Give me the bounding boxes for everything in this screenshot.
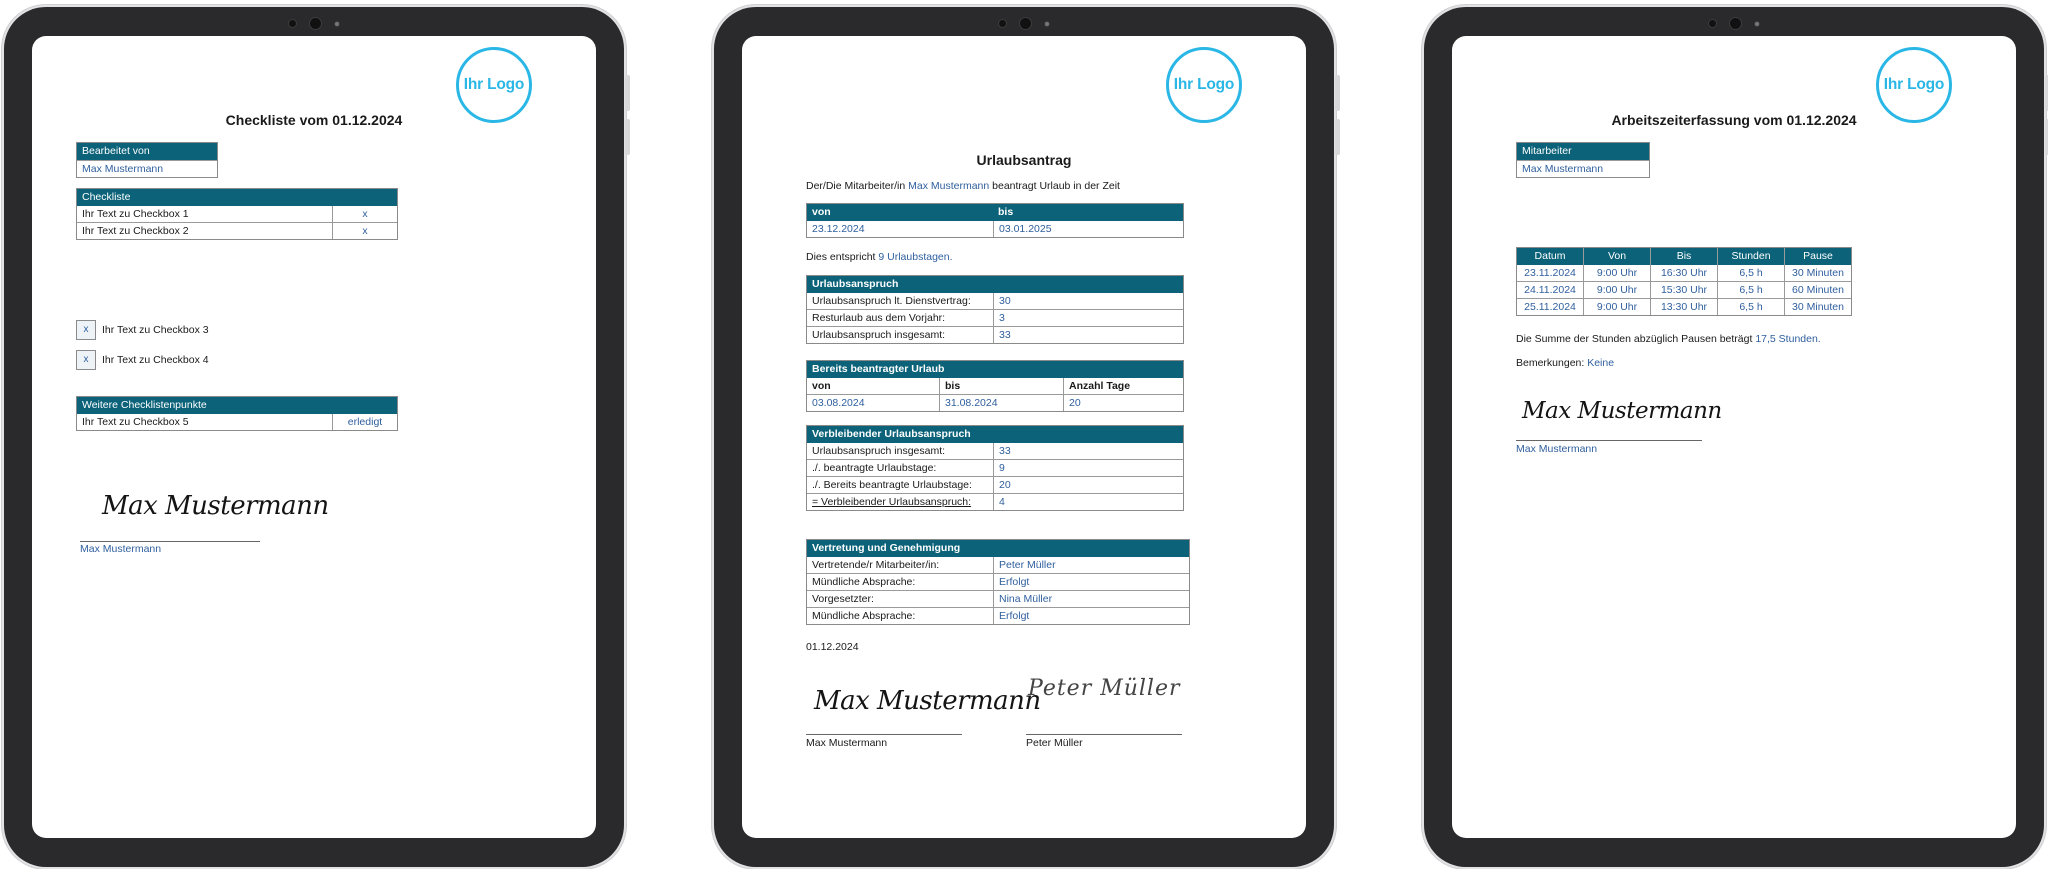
signature-line xyxy=(1516,440,1702,441)
row-value: 4 xyxy=(993,494,1183,510)
signer-name: Max Mustermann xyxy=(1516,443,1598,455)
logo: Ihr Logo xyxy=(1166,47,1242,123)
requested-table xyxy=(806,360,1184,412)
logo: Ihr Logo xyxy=(456,47,532,123)
row-label: Urlaubsanspruch insgesamt: xyxy=(812,329,946,341)
table-row xyxy=(77,206,397,222)
editor-box xyxy=(76,142,218,178)
col-header: Pause xyxy=(1784,248,1851,265)
vacation-document xyxy=(742,36,1306,838)
col-header: Stunden xyxy=(1717,248,1784,265)
row-value: Erfolgt xyxy=(993,574,1189,590)
document-date: 01.12.2024 xyxy=(806,641,859,653)
item-mark[interactable]: x xyxy=(332,206,397,222)
table-row xyxy=(807,326,1183,343)
row-value: 20 xyxy=(1063,395,1183,411)
more-items-table xyxy=(76,396,398,431)
employee-box xyxy=(1516,142,1650,178)
remarks-text: Bemerkungen: Keine xyxy=(1516,357,1615,369)
table-row xyxy=(1517,298,1851,315)
logo: Ihr Logo xyxy=(1876,47,1952,123)
cell-to: 16:30 Uhr xyxy=(1650,265,1717,281)
col-header: Bis xyxy=(1650,248,1717,265)
employee-header: Mitarbeiter xyxy=(1517,143,1649,160)
row-label: Urlaubsanspruch lt. Dienstvertrag: xyxy=(812,295,971,307)
item-mark[interactable]: x xyxy=(332,223,397,239)
signer-employee: Max Mustermann xyxy=(806,737,888,749)
checkbox-3[interactable]: x xyxy=(76,320,96,340)
remaining-header: Verbleibender Urlaubsanspruch xyxy=(807,426,1183,443)
signature-line xyxy=(1026,734,1182,735)
signer-name: Max Mustermann xyxy=(80,543,162,555)
tablet-timesheet xyxy=(1424,7,2044,867)
claim-table xyxy=(806,275,1184,344)
time-table xyxy=(1516,247,1852,316)
col-header: bis xyxy=(939,378,1063,394)
col-header: Anzahl Tage xyxy=(1063,378,1183,394)
days-value: 9 Urlaubstagen. xyxy=(878,251,953,263)
cell-from: 9:00 Uhr xyxy=(1583,265,1650,281)
employee-name: Max Mustermann xyxy=(908,180,990,192)
from-header: von xyxy=(812,206,831,218)
item-text: Ihr Text zu Checkbox 1 xyxy=(82,208,189,220)
camera xyxy=(998,17,1050,30)
page-title: Urlaubsantrag xyxy=(976,152,1072,168)
row-value: 31.08.2024 xyxy=(939,395,1063,411)
col-header: Von xyxy=(1583,248,1650,265)
period-table xyxy=(806,203,1184,238)
checkbox-3-label: Ihr Text zu Checkbox 3 xyxy=(102,324,209,336)
table-row xyxy=(807,573,1189,590)
checklist-table xyxy=(76,188,398,240)
claim-header: Urlaubsanspruch xyxy=(807,276,1183,293)
signature: Max Mustermann xyxy=(1522,398,1722,424)
table-row xyxy=(807,459,1183,476)
cell-break: 30 Minuten xyxy=(1784,265,1851,281)
tablet-vacation xyxy=(714,7,1334,867)
table-row xyxy=(1517,265,1851,281)
to-header: bis xyxy=(998,206,1014,218)
more-items-header: Weitere Checklistenpunkte xyxy=(77,397,397,414)
row-value: 33 xyxy=(993,443,1183,459)
cell-hours: 6,5 h xyxy=(1717,299,1784,315)
col-header: Datum xyxy=(1534,250,1566,262)
camera xyxy=(288,17,340,30)
table-row xyxy=(807,443,1183,459)
table-row xyxy=(807,607,1189,624)
row-label: ./. Bereits beantragte Urlaubstage: xyxy=(812,479,972,491)
col-header: von xyxy=(812,380,831,392)
editor-header: Bearbeitet von xyxy=(77,143,217,160)
signature-line xyxy=(806,734,962,735)
approval-header: Vertretung und Genehmigung xyxy=(807,540,1189,557)
tablet-checklist xyxy=(4,7,624,867)
cell-hours: 6,5 h xyxy=(1717,265,1784,281)
row-value: 03.08.2024 xyxy=(812,397,865,409)
row-value: 33 xyxy=(993,327,1183,343)
signature-employee: Max Mustermann xyxy=(814,686,1041,716)
camera xyxy=(1708,17,1760,30)
cell-date: 24.11.2024 xyxy=(1524,284,1576,296)
from-date: 23.12.2024 xyxy=(812,223,865,235)
intro-text: Der/Die Mitarbeiter/in Max Mustermann beantragt Urlaub in der Zeit xyxy=(806,180,1120,192)
sum-text: Die Summe der Stunden abzüglich Pausen beträgt 17,5 Stunden. xyxy=(1516,333,1821,345)
table-row xyxy=(807,476,1183,493)
cell-hours: 6,5 h xyxy=(1717,282,1784,298)
checklist-header: Checkliste xyxy=(77,189,397,206)
cell-to: 15:30 Uhr xyxy=(1650,282,1717,298)
signature: Max Mustermann xyxy=(102,491,329,521)
timesheet-document xyxy=(1452,36,2016,838)
cell-to: 13:30 Uhr xyxy=(1650,299,1717,315)
table-row xyxy=(807,493,1183,510)
approval-table xyxy=(806,539,1190,625)
row-label: ./. beantragte Urlaubstage: xyxy=(812,462,937,474)
row-label: Mündliche Absprache: xyxy=(812,576,916,588)
remarks-value: Keine xyxy=(1587,357,1615,369)
table-row xyxy=(77,414,397,430)
item-status[interactable]: erledigt xyxy=(332,414,397,430)
editor-name: Max Mustermann xyxy=(82,163,164,175)
cell-break: 30 Minuten xyxy=(1784,299,1851,315)
table-row xyxy=(1517,281,1851,298)
signature-line xyxy=(80,541,260,542)
row-label: Resturlaub aus dem Vorjahr: xyxy=(812,312,946,324)
row-value: Nina Müller xyxy=(993,591,1189,607)
signer-substitute: Peter Müller xyxy=(1026,737,1083,749)
page-title: Arbeitszeiterfassung vom 01.12.2024 xyxy=(1611,112,1857,128)
days-text: Dies entspricht 9 Urlaubstagen. xyxy=(806,251,953,263)
cell-break: 60 Minuten xyxy=(1784,282,1851,298)
checkbox-4-label: Ihr Text zu Checkbox 4 xyxy=(102,354,209,366)
cell-from: 9:00 Uhr xyxy=(1583,282,1650,298)
cell-date: 25.11.2024 xyxy=(1524,301,1576,313)
table-row xyxy=(807,293,1183,309)
sum-value: 17,5 Stunden. xyxy=(1755,333,1821,345)
table-row xyxy=(807,309,1183,326)
remaining-table xyxy=(806,425,1184,511)
to-date: 03.01.2025 xyxy=(993,221,1183,237)
row-label: Vorgesetzter: xyxy=(812,593,874,605)
table-row xyxy=(77,222,397,239)
page-title: Checkliste vom 01.12.2024 xyxy=(225,112,403,128)
item-text: Ihr Text zu Checkbox 2 xyxy=(82,225,189,237)
row-value: 30 xyxy=(993,293,1183,309)
checklist-document xyxy=(32,36,596,838)
row-value: 9 xyxy=(993,460,1183,476)
row-label: Mündliche Absprache: xyxy=(812,610,916,622)
row-label: Urlaubsanspruch insgesamt: xyxy=(812,445,946,457)
row-label: = Verbleibender Urlaubsanspruch: xyxy=(812,496,972,508)
row-label: Vertretende/r Mitarbeiter/in: xyxy=(812,559,940,571)
requested-header: Bereits beantragter Urlaub xyxy=(807,361,1183,378)
checkbox-4[interactable]: x xyxy=(76,350,96,370)
table-row xyxy=(807,557,1189,573)
row-value: 3 xyxy=(993,310,1183,326)
row-value: Peter Müller xyxy=(993,557,1189,573)
cell-date: 23.11.2024 xyxy=(1524,267,1576,279)
signature-substitute: Peter Müller xyxy=(1028,676,1181,701)
employee-name: Max Mustermann xyxy=(1522,163,1604,175)
item-text: Ihr Text zu Checkbox 5 xyxy=(82,416,189,428)
row-value: Erfolgt xyxy=(993,608,1189,624)
row-value: 20 xyxy=(993,477,1183,493)
table-row xyxy=(807,590,1189,607)
cell-from: 9:00 Uhr xyxy=(1583,299,1650,315)
table-row xyxy=(807,394,1183,411)
